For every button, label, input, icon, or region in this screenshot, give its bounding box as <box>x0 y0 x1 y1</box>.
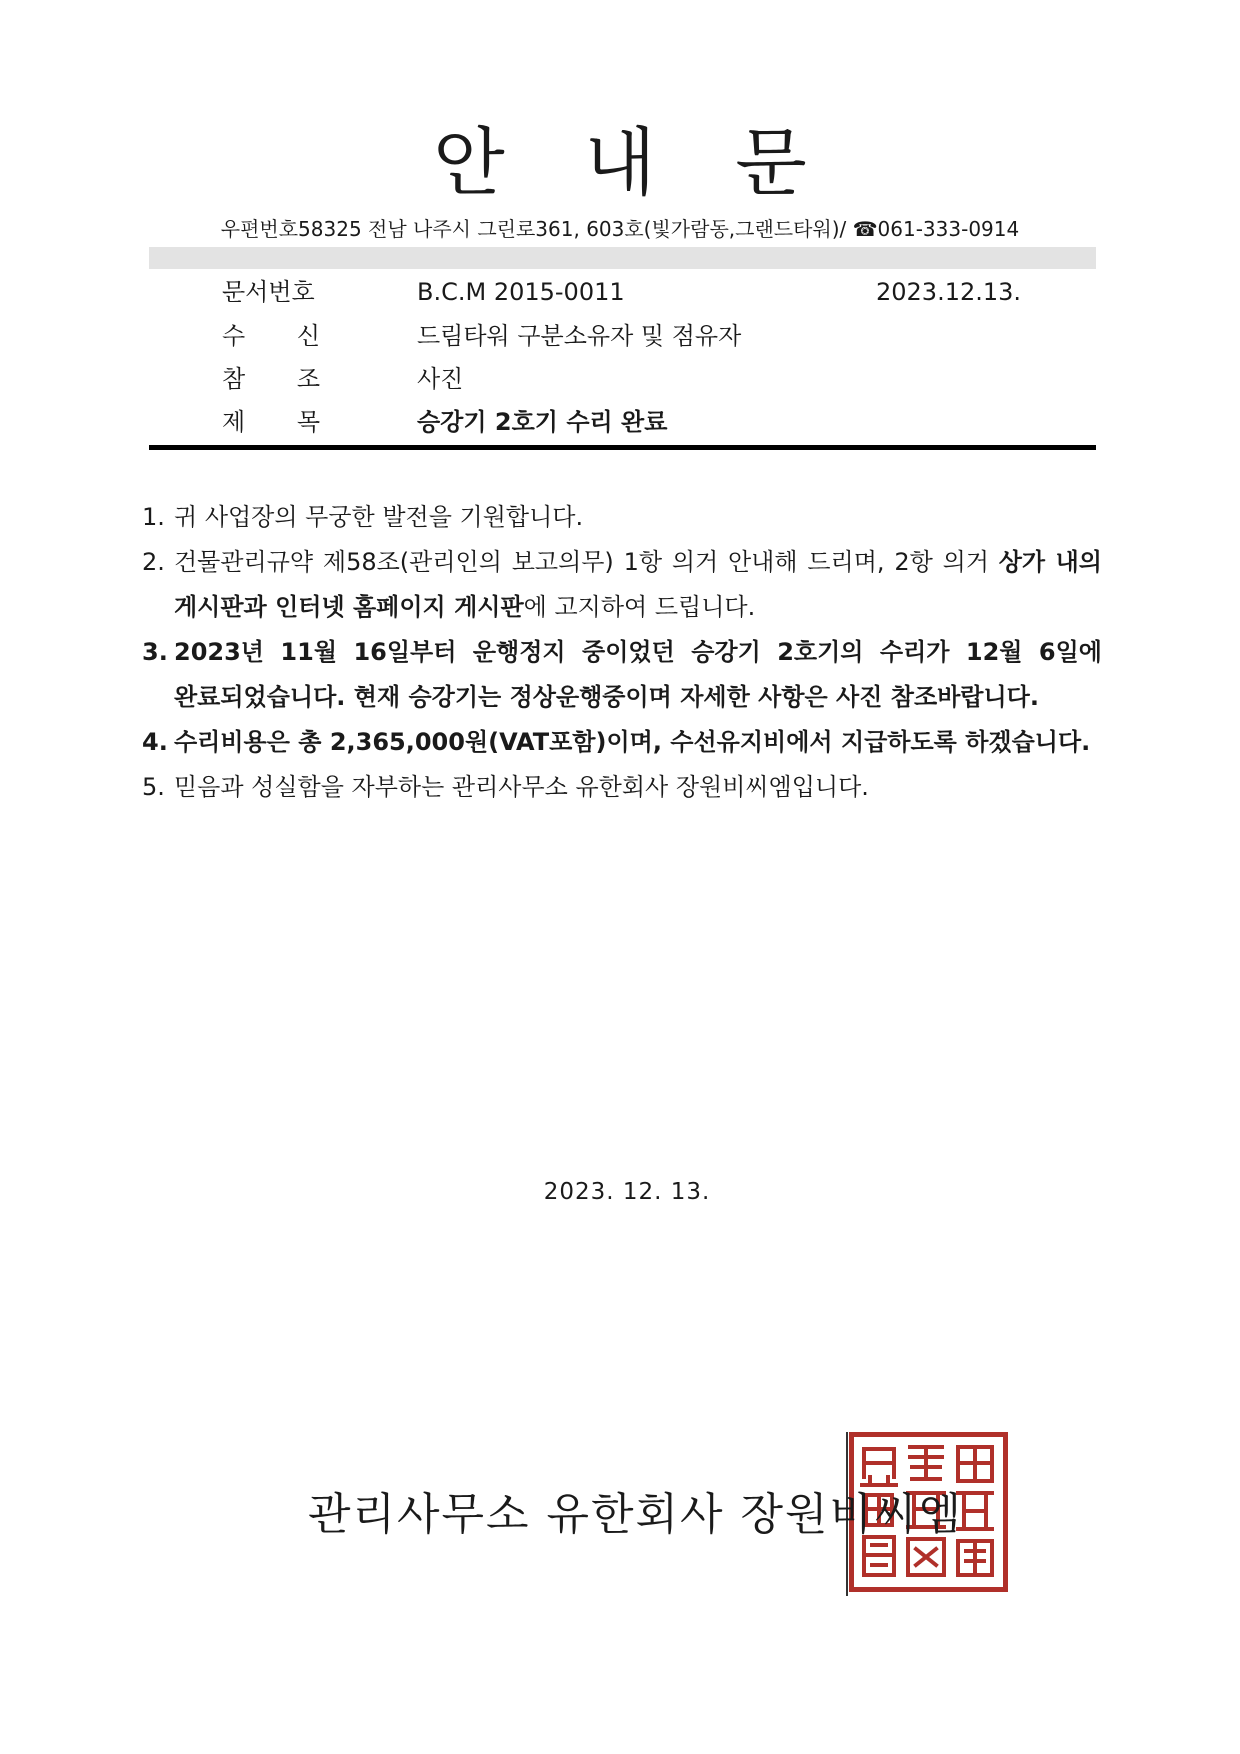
meta-row-subject <box>0 402 1240 442</box>
list-item <box>142 630 1102 720</box>
item-text: 귀 사업장의 무궁한 발전을 기원합니다. <box>174 503 584 531</box>
reference-value: 사진 <box>417 365 464 393</box>
subject-value: 승강기 2호기 수리 완료 <box>417 408 668 436</box>
item-number: 2. <box>142 548 165 576</box>
issuer-signature: 관리사무소 유한회사 장원비씨엠 <box>308 1489 964 1540</box>
document-date: 2023. 12. 13. <box>543 1179 711 1205</box>
item-text: 에 고지하여 드립니다. <box>523 593 756 621</box>
meta-row-reference <box>0 359 1240 399</box>
issue-date: 2023.12.13. <box>876 278 1022 306</box>
item-text-emphasis: 상가 내의 게시판과 인터넷 홈페이지 게시판 <box>174 548 1102 621</box>
notice-body-list <box>142 495 1102 810</box>
document-title: 안 내 문 <box>433 120 835 206</box>
item-number: 3. <box>142 638 168 666</box>
list-item <box>142 540 1102 630</box>
list-item <box>142 765 1102 810</box>
office-address: 우편번호58325 전남 나주시 그린로361, 603호(빛가람동,그랜드타워)/ ☎061-333-0914 <box>220 217 1020 241</box>
item-number: 5. <box>142 773 165 801</box>
recipient-label: 수 신 <box>222 322 320 350</box>
item-text: 건물관리규약 제58조(관리인의 보고의무) 1항 의거 안내해 드리며, 2항 의거 <box>174 548 999 576</box>
header-rule <box>149 445 1096 450</box>
list-item <box>142 720 1102 765</box>
item-text: 2023년 11월 16일부터 운행정지 중이었던 승강기 2호기의 수리가 12월 6일에 완료되었습니다. 현재 승강기는 정상운행중이며 자세한 사항은 사진 참조바랍니다. <box>174 638 1102 711</box>
item-number: 4. <box>142 728 168 756</box>
item-text: 수리비용은 총 2,365,000원(VAT포함)이며, 수선유지비에서 지급하도록 하겠습니다. <box>174 728 1091 756</box>
meta-row-recipient <box>0 316 1240 356</box>
doc-number-value: B.C.M 2015-0011 <box>417 278 625 306</box>
item-number: 1. <box>142 503 165 531</box>
recipient-value: 드림타워 구분소유자 및 점유자 <box>417 322 742 350</box>
meta-row-doc-number <box>0 272 1240 312</box>
header-divider-bar <box>149 247 1096 269</box>
list-item <box>142 495 1102 540</box>
reference-label: 참 조 <box>222 365 320 393</box>
doc-number-label: 문서번호 <box>222 278 315 306</box>
item-text: 믿음과 성실함을 자부하는 관리사무소 유한회사 장원비씨엠입니다. <box>174 773 869 801</box>
subject-label: 제 목 <box>222 408 320 436</box>
